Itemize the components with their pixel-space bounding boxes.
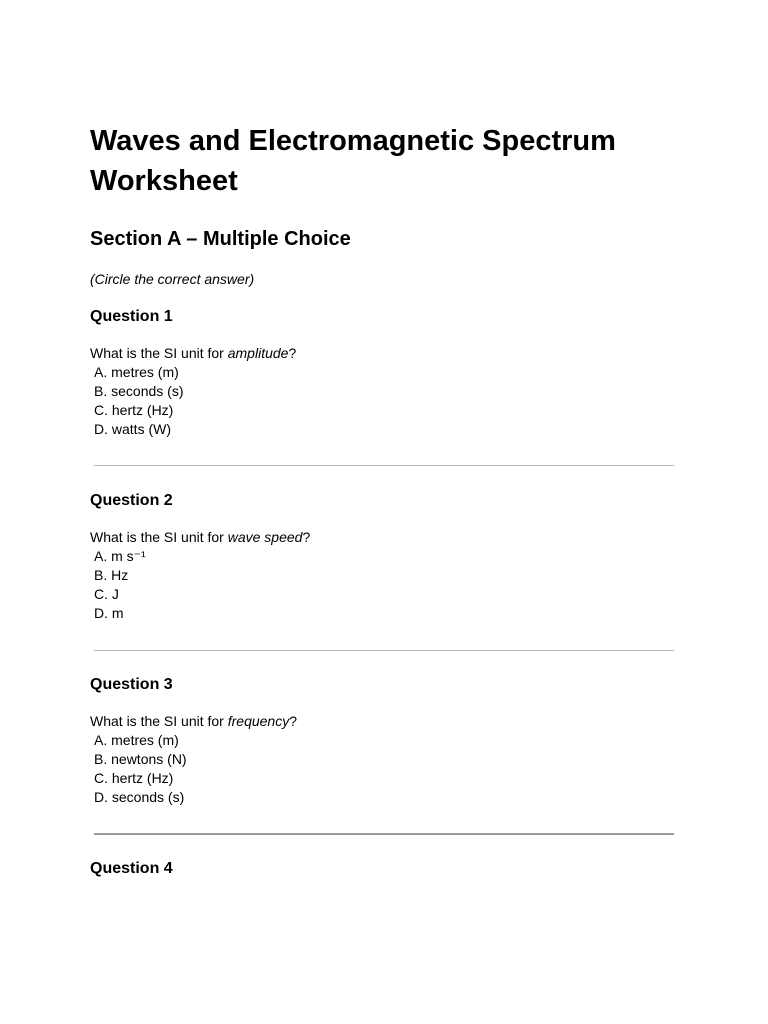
answer-options: [90, 731, 680, 807]
answer-option-d[interactable]: D. watts (W): [94, 421, 171, 437]
prompt-term: amplitude: [227, 345, 289, 361]
question-heading: Question 3: [90, 676, 173, 693]
answer-option-a[interactable]: A. metres (m): [94, 364, 179, 380]
answer-option-c[interactable]: C. hertz (Hz): [94, 770, 174, 786]
question-3: [90, 675, 680, 807]
answer-option-d[interactable]: D. seconds (s): [94, 789, 185, 805]
question-4: [90, 859, 680, 879]
prompt-prefix: What is the SI unit for: [90, 345, 228, 361]
answer-option-c[interactable]: C. hertz (Hz): [94, 402, 174, 418]
answer-option-a[interactable]: A. m s⁻¹: [94, 548, 146, 564]
question-heading: Question 2: [90, 492, 173, 509]
question-2: [90, 491, 680, 623]
answer-option-b[interactable]: B. Hz: [94, 567, 129, 583]
prompt-suffix: ?: [288, 345, 297, 361]
answer-options: [90, 363, 680, 439]
question-1: [90, 307, 680, 439]
question-divider: [94, 465, 674, 466]
answer-option-b[interactable]: B. seconds (s): [94, 383, 184, 399]
question-prompt: [90, 528, 680, 547]
section-title: Section A – Multiple Choice: [90, 228, 351, 250]
prompt-prefix: What is the SI unit for: [90, 713, 228, 729]
prompt-term: frequency: [227, 713, 290, 729]
document-title: Waves and Electromagnetic Spectrum Worksheet: [90, 125, 616, 197]
section-instruction: (Circle the correct answer): [90, 271, 255, 287]
prompt-suffix: ?: [289, 713, 298, 729]
question-prompt: [90, 344, 680, 363]
question-heading: Question 1: [90, 308, 173, 325]
prompt-prefix: What is the SI unit for: [90, 529, 228, 545]
answer-option-b[interactable]: B. newtons (N): [94, 751, 187, 767]
prompt-term: wave speed: [227, 529, 303, 545]
question-divider: [94, 833, 674, 835]
question-divider: [94, 650, 674, 651]
answer-options: [90, 547, 680, 623]
answer-option-a[interactable]: A. metres (m): [94, 732, 179, 748]
answer-option-d[interactable]: D. m: [94, 605, 124, 621]
question-prompt: [90, 712, 680, 731]
prompt-suffix: ?: [302, 529, 311, 545]
answer-option-c[interactable]: C. J: [94, 586, 119, 602]
question-heading: Question 4: [90, 860, 173, 877]
